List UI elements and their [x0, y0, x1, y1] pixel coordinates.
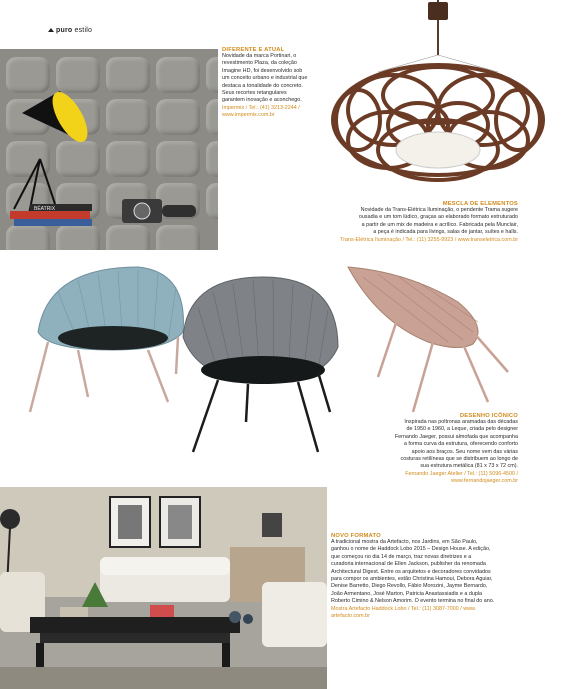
body-novo-formato: A tradicional mostra da Artefacto, nos Jardins, em São Paulo, ganhou o nome de Haddock Lobo 2015 – Design House. A edição, que começou no dia 14 de março, traz novas diretrizes e a curadoria internacional de Ellen Jackson, publisher da renomada Architectural Digest. Entre os arquitetos e decoradores convidados para compor os ambientes, estão Christina Hamoui, Debora Aguiar, Denise Barretto, Diego Revollo, Fábio Morozini, Jayme Bernardo, João Armentano, José Marton, Patricia Anastassiadis e a dupla Roberto Cimino & Nelson Amorim. O evento termina no final do ano. Mostra Artefacto Haddock Lobo / Tel.: (11) 3087-7000 / www. artefacto.com.br	[331, 539, 531, 620]
header-rest: estilo	[74, 27, 93, 34]
body-diferente: Novidade da marca Portinari, o revestimento Plaza, da coleção Imagine HD, foi desenvolvido sob um conceito urbano e industrial que destaca a tonalidade do concreto. Seus recortes retangulares garantem inovação e aconchego. Impermix / Tel.: (41) 3213-2244 / www.impermix.com.br	[222, 53, 332, 120]
section-header	[48, 27, 92, 34]
title-novo-formato: NOVO FORMATO	[331, 533, 381, 539]
link-artefacto[interactable]: artefacto.com.br	[331, 613, 370, 620]
triangle-icon	[48, 28, 54, 32]
chair-gray	[183, 277, 338, 452]
contact-impermix[interactable]: Impermix / Tel.: (41) 3213-2244 /	[222, 104, 300, 111]
contact-fernandojaeger[interactable]: Fernando Jaeger Atelier / Tel.: (11) 5096-4500 /	[405, 470, 518, 477]
chair-pink	[348, 267, 508, 412]
title-diferente: DIFERENTE E ATUAL	[222, 47, 285, 53]
body-desenho: Inspirada nas poltronas aramadas das décadas de 1950 e 1960, a Leque, criada pelo designer Fernando Jaeger, possui almofada que acompanha a forma curva da estrutura, oferecendo conforto apoio aos braços. Seu nome vem das várias costuras retilíneas que se distribuem ao longo de sua estrutura metálica (81 x 73 x 72 cm). Fernando Jaeger Atelier / Tel.: (11) 5096-4500 / www.fernandojaeger.com.br	[340, 419, 518, 486]
title-desenho: DESENHO ICÔNICO	[459, 413, 518, 419]
link-impermix[interactable]: www.impermix.com.br	[222, 112, 275, 119]
svg-text:BÉATRIX: BÉATRIX	[34, 206, 56, 212]
photo-living-room	[0, 487, 327, 689]
link-fernandojaeger[interactable]: www.fernandojaeger.com.br	[451, 478, 518, 485]
header-bold: puro	[56, 27, 73, 34]
contact-transeletrica[interactable]: Trans-Elétrica Iluminação / Tel.: (11) 3255-9923 / www.transeletrica.com.br	[340, 236, 518, 243]
title-mescla: MESCLA DE ELEMENTOS	[442, 201, 518, 207]
contact-artefacto[interactable]: Mostra Artefacto Haddock Lobo / Tel.: (11) 3087-7000 / www.	[331, 605, 477, 612]
photo-lamp-desk	[0, 49, 218, 250]
body-mescla: Novidade da Trans-Elétrica Iluminação, o pendente Trama sugere ousadia e um tom lúdico, graças ao elaborado formato estruturado a partir de um mix de madeira e acrílico. Fabricada pela Munclair, a peça é indicada para livings, salas de jantar, suítes e halls. Trans-Elétrica Iluminação / Tel.: (11) 3255-9923 / www.transeletrica.com.br	[300, 207, 518, 244]
chair-blue	[30, 267, 183, 412]
lamp-illustration	[0, 49, 218, 250]
pendant-lamp-image	[318, 0, 558, 200]
